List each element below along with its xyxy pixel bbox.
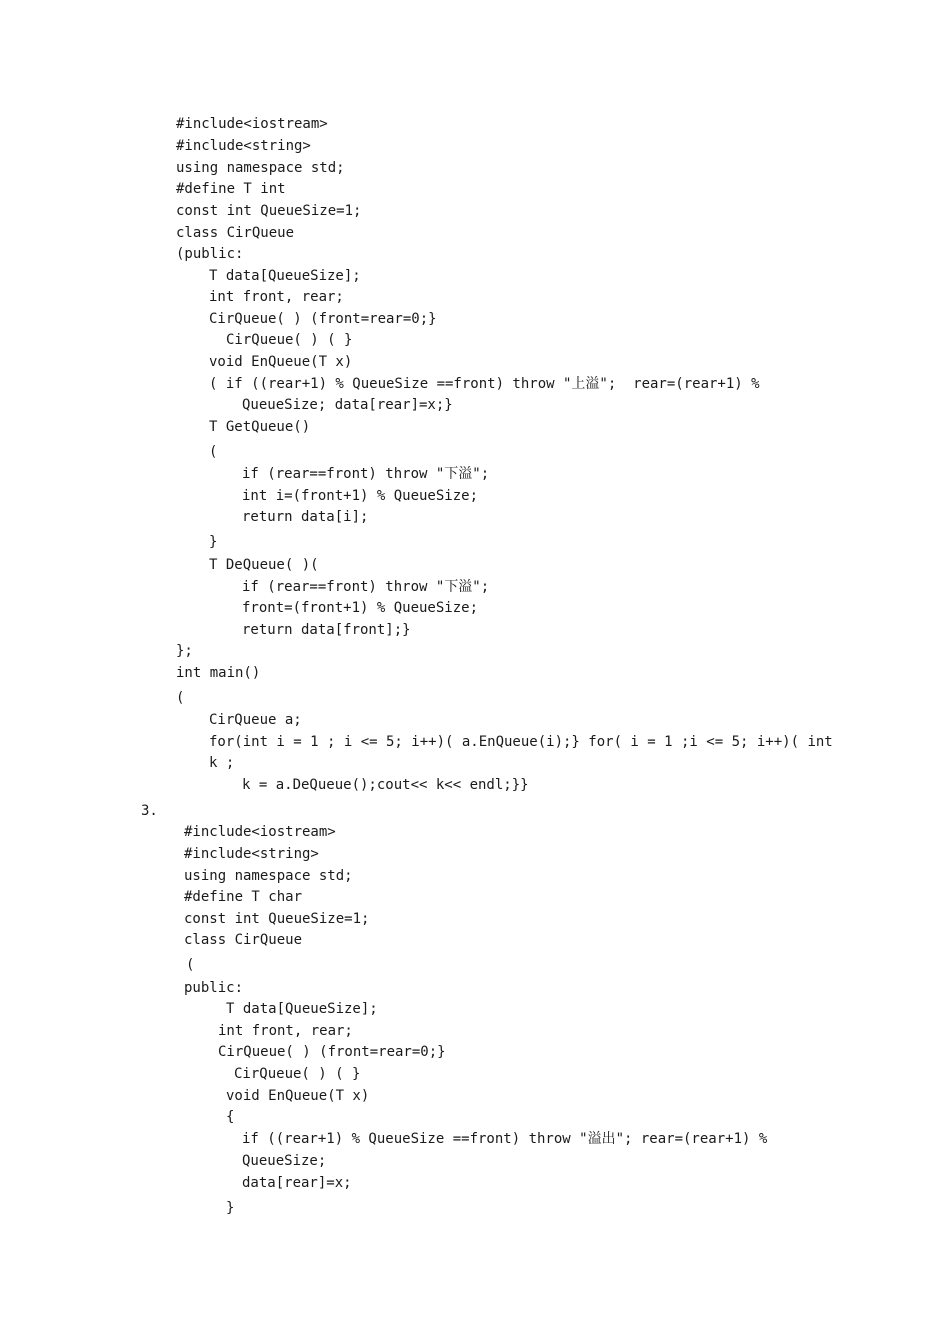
code-line: for(int i = 1 ; i <= 5; i++)( a.EnQueue(i);} for( i = 1 ;i <= 5; i++)( int (209, 734, 833, 750)
code-line: ( (186, 957, 195, 973)
code-line: ( (176, 690, 185, 706)
code-line: T data[QueueSize]; (226, 1001, 378, 1017)
code-line: T DeQueue( )( (209, 557, 319, 573)
code-line: { (226, 1109, 235, 1125)
code-line: }; (176, 643, 193, 659)
code-line: class CirQueue (176, 225, 295, 241)
code-line: public: (184, 980, 244, 996)
code-line: T GetQueue() (209, 419, 311, 435)
code-line: using namespace std; (176, 160, 345, 176)
code-line: ( (209, 444, 218, 460)
code-line: #include<iostream> (184, 824, 336, 840)
code-line: k ; (209, 755, 235, 771)
code-line: const int QueueSize=1; (184, 911, 370, 927)
code-line: if (rear==front) throw "下溢"; (242, 579, 490, 595)
code-line: int main() (176, 665, 261, 681)
code-line: int i=(front+1) % QueueSize; (242, 488, 479, 504)
code-line: front=(front+1) % QueueSize; (242, 600, 479, 616)
code-line: } (209, 534, 218, 550)
code-line: T data[QueueSize]; (209, 268, 361, 284)
code-line: class CirQueue (184, 932, 303, 948)
code-line: } (226, 1200, 235, 1216)
code-line: using namespace std; (184, 868, 353, 884)
code-line: return data[i]; (242, 509, 369, 525)
code-line: CirQueue( ) (front=rear=0;} (218, 1044, 446, 1060)
code-line: #include<string> (176, 138, 311, 154)
code-line: const int QueueSize=1; (176, 203, 362, 219)
code-line: ( if ((rear+1) % QueueSize ==front) throw "上溢"; rear=(rear+1) % (209, 376, 760, 392)
code-line: if (rear==front) throw "下溢"; (242, 466, 490, 482)
code-line: void EnQueue(T x) (209, 354, 353, 370)
code-line: void EnQueue(T x) (226, 1088, 370, 1104)
code-line: CirQueue( ) ( } (226, 332, 353, 348)
code-line: k = a.DeQueue();cout<< k<< endl;}} (242, 777, 529, 793)
code-line: #include<string> (184, 846, 319, 862)
code-line: CirQueue a; (209, 712, 302, 728)
code-line: if ((rear+1) % QueueSize ==front) throw "溢出"; rear=(rear+1) % (242, 1131, 768, 1147)
code-line: QueueSize; data[rear]=x;} (242, 397, 453, 413)
code-line: (public: (176, 246, 244, 262)
code-line: data[rear]=x; (242, 1175, 352, 1191)
section-number: 3. (141, 803, 158, 819)
code-line: int front, rear; (218, 1023, 353, 1039)
code-line: QueueSize; (242, 1153, 327, 1169)
code-line: CirQueue( ) ( } (234, 1066, 361, 1082)
code-line: return data[front];} (242, 622, 411, 638)
code-line: #define T char (184, 889, 303, 905)
code-line: #define T int (176, 181, 286, 197)
code-line: int front, rear; (209, 289, 344, 305)
code-line: #include<iostream> (176, 116, 328, 132)
code-line: CirQueue( ) (front=rear=0;} (209, 311, 437, 327)
